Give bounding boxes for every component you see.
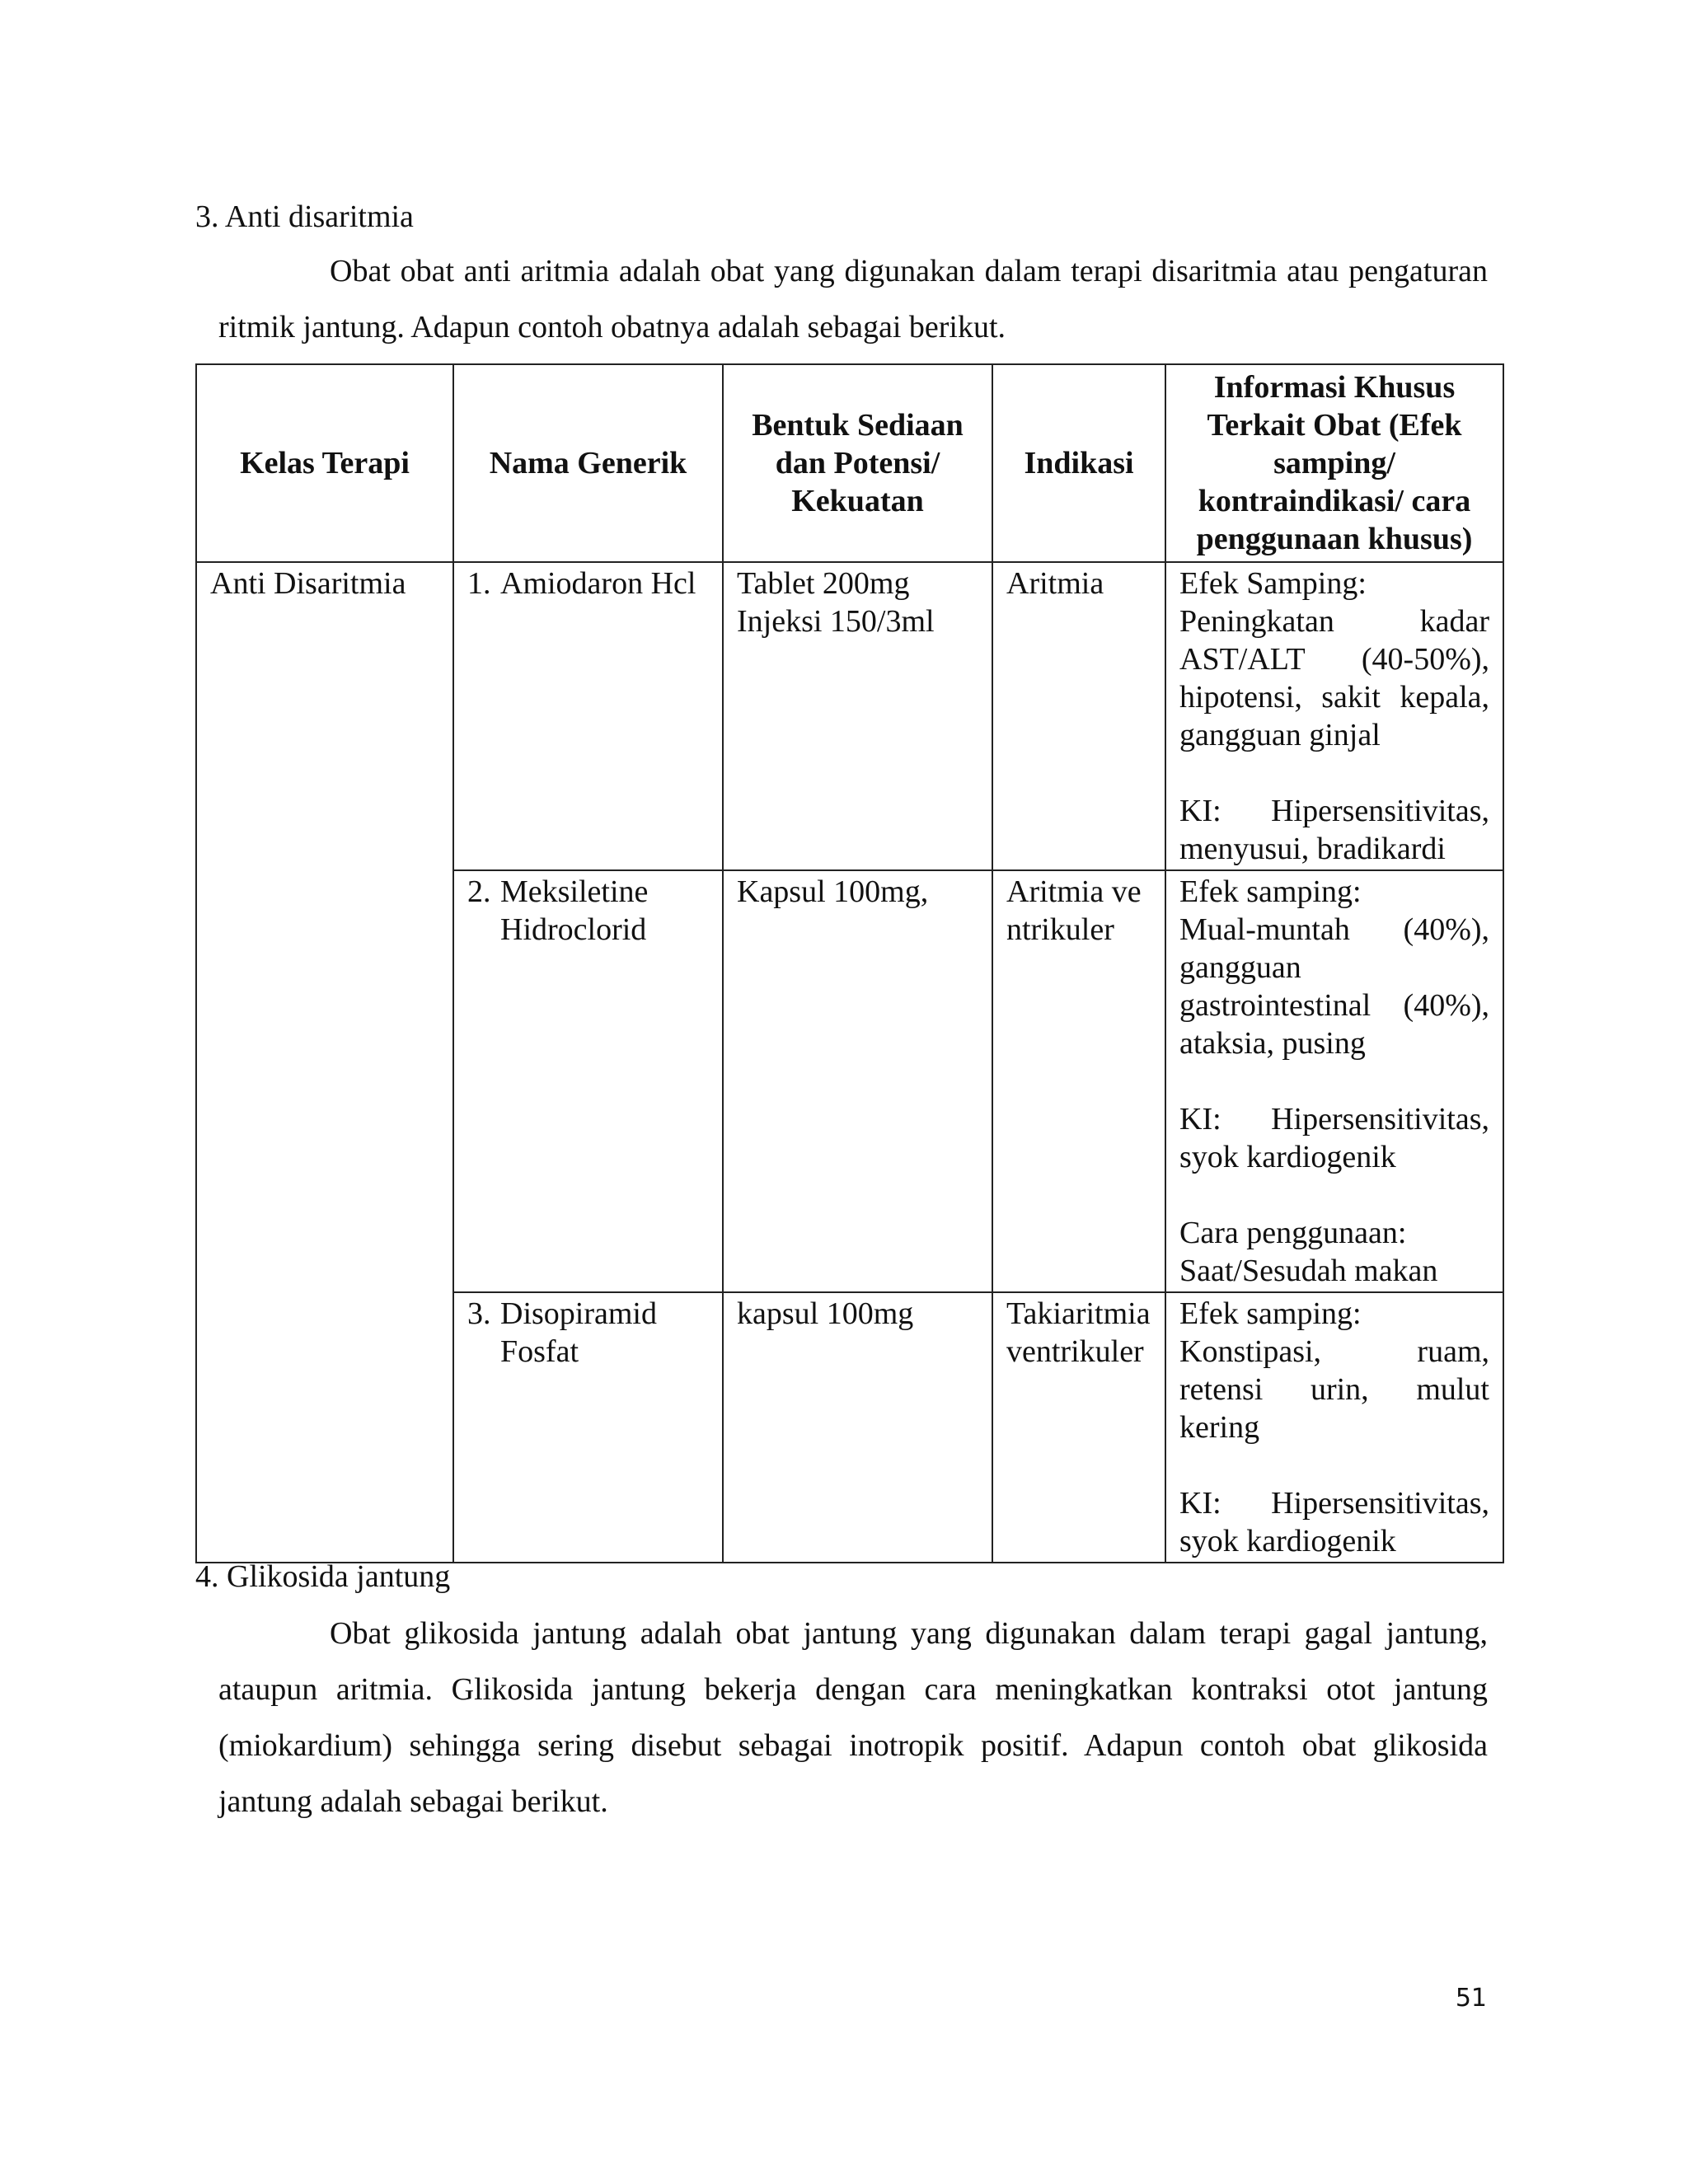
- section-3-intro: Obat obat anti aritmia adalah obat yang digunakan dalam terapi disaritmia atau pengaturan ritmik jantung. Adapun contoh obatnya adalah sebagai berikut.: [218, 254, 1488, 344]
- efek-samping-text: gastrointestinal (40%),: [1179, 988, 1489, 1023]
- bentuk-sediaan-cell: [723, 870, 992, 1292]
- row-number: 2.: [467, 874, 491, 909]
- page-number: 51: [1455, 1984, 1487, 2013]
- informasi-khusus-cell: [1165, 562, 1503, 870]
- efek-samping-text: kering: [1179, 1410, 1260, 1445]
- nama-generik-value: Amiodaron Hcl: [500, 566, 696, 601]
- row-number: 3.: [467, 1296, 491, 1331]
- informasi-khusus-cell: [1165, 870, 1503, 1292]
- efek-samping-label: Efek samping:: [1179, 874, 1362, 909]
- nama-generik-value: Meksiletine Hidroclorid: [500, 874, 649, 947]
- header-nama-generik: Nama Generik: [453, 364, 723, 562]
- kontraindikasi-text: syok kardiogenik: [1179, 1524, 1396, 1558]
- efek-samping-text: Mual-muntah (40%),: [1179, 912, 1489, 947]
- nama-generik-cell: [453, 562, 723, 870]
- header-bentuk-sediaan: Bentuk Sediaan dan Potensi/ Kekuatan: [723, 364, 992, 562]
- nama-generik-cell: [453, 1292, 723, 1563]
- nama-generik-value: Disopiramid Fosfat: [500, 1296, 657, 1369]
- indikasi-cell: [992, 562, 1165, 870]
- kontraindikasi-text: syok kardiogenik: [1179, 1140, 1396, 1174]
- kontraindikasi-text: menyusui, bradikardi: [1179, 832, 1446, 866]
- nama-generik-cell: [453, 870, 723, 1292]
- efek-samping-text: Konstipasi, ruam,: [1179, 1334, 1489, 1369]
- indikasi-value: Aritmia: [1006, 566, 1104, 601]
- kelas-terapi-value: Anti Disaritmia: [210, 566, 406, 601]
- efek-samping-text: ataksia, pusing: [1179, 1026, 1366, 1061]
- informasi-khusus-cell: [1165, 1292, 1503, 1563]
- efek-samping-text: gangguan: [1179, 950, 1301, 985]
- bentuk-sediaan-cell: [723, 562, 992, 870]
- bentuk-sediaan-value: Injeksi 150/3ml: [737, 604, 935, 639]
- bentuk-sediaan-value: kapsul 100mg: [737, 1296, 914, 1331]
- efek-samping-text: retensi urin, mulut: [1179, 1372, 1489, 1407]
- anti-disaritmia-table: [195, 363, 1504, 1563]
- efek-samping-label: Efek samping:: [1179, 1296, 1362, 1331]
- bentuk-sediaan-value: Tablet 200mg: [737, 566, 910, 601]
- cara-penggunaan-label: Cara penggunaan:: [1179, 1216, 1407, 1250]
- indikasi-value: Aritmia ventrikuler: [1006, 874, 1142, 947]
- table-header-row: [196, 364, 1503, 562]
- indikasi-value: Takiaritmia ventrikuler: [1006, 1296, 1151, 1369]
- header-informasi-khusus: Informasi Khusus Terkait Obat (Efek samping/ kontraindikasi/ cara penggunaan khusus): [1165, 364, 1503, 562]
- bentuk-sediaan-cell: [723, 1292, 992, 1563]
- section-4-intro: Obat glikosida jantung adalah obat jantung yang digunakan dalam terapi gagal jantung, ataupun aritmia. Glikosida jantung bekerja dengan cara meningkatkan kontraksi otot jantung (miokardium) sehingga sering disebut sebagai inotropik positif. Adapun contoh obat glikosida jantung adalah sebagai berikut.: [218, 1616, 1488, 1819]
- kontraindikasi-text: KI: Hipersensitivitas,: [1179, 794, 1489, 828]
- efek-samping-text: AST/ALT (40-50%),: [1179, 642, 1489, 677]
- cara-penggunaan-text: Saat/Sesudah makan: [1179, 1254, 1438, 1288]
- header-kelas-terapi: Kelas Terapi: [196, 364, 453, 562]
- efek-samping-label: Efek Samping:: [1179, 566, 1367, 601]
- indikasi-cell: [992, 1292, 1165, 1563]
- header-indikasi: Indikasi: [992, 364, 1165, 562]
- kontraindikasi-text: KI: Hipersensitivitas,: [1179, 1102, 1489, 1137]
- kelas-terapi-cell: [196, 562, 453, 1563]
- row-number: 1.: [467, 566, 491, 601]
- efek-samping-text: hipotensi, sakit kepala,: [1179, 680, 1489, 715]
- section-4-heading: 4. Glikosida jantung: [195, 1559, 451, 1594]
- bentuk-sediaan-value: Kapsul 100mg,: [737, 874, 929, 909]
- indikasi-cell: [992, 870, 1165, 1292]
- kontraindikasi-text: KI: Hipersensitivitas,: [1179, 1486, 1489, 1521]
- efek-samping-text: Peningkatan kadar: [1179, 604, 1489, 639]
- efek-samping-text: gangguan ginjal: [1179, 718, 1381, 752]
- table-row: [196, 562, 1503, 870]
- section-3-heading: 3. Anti disaritmia: [195, 199, 414, 234]
